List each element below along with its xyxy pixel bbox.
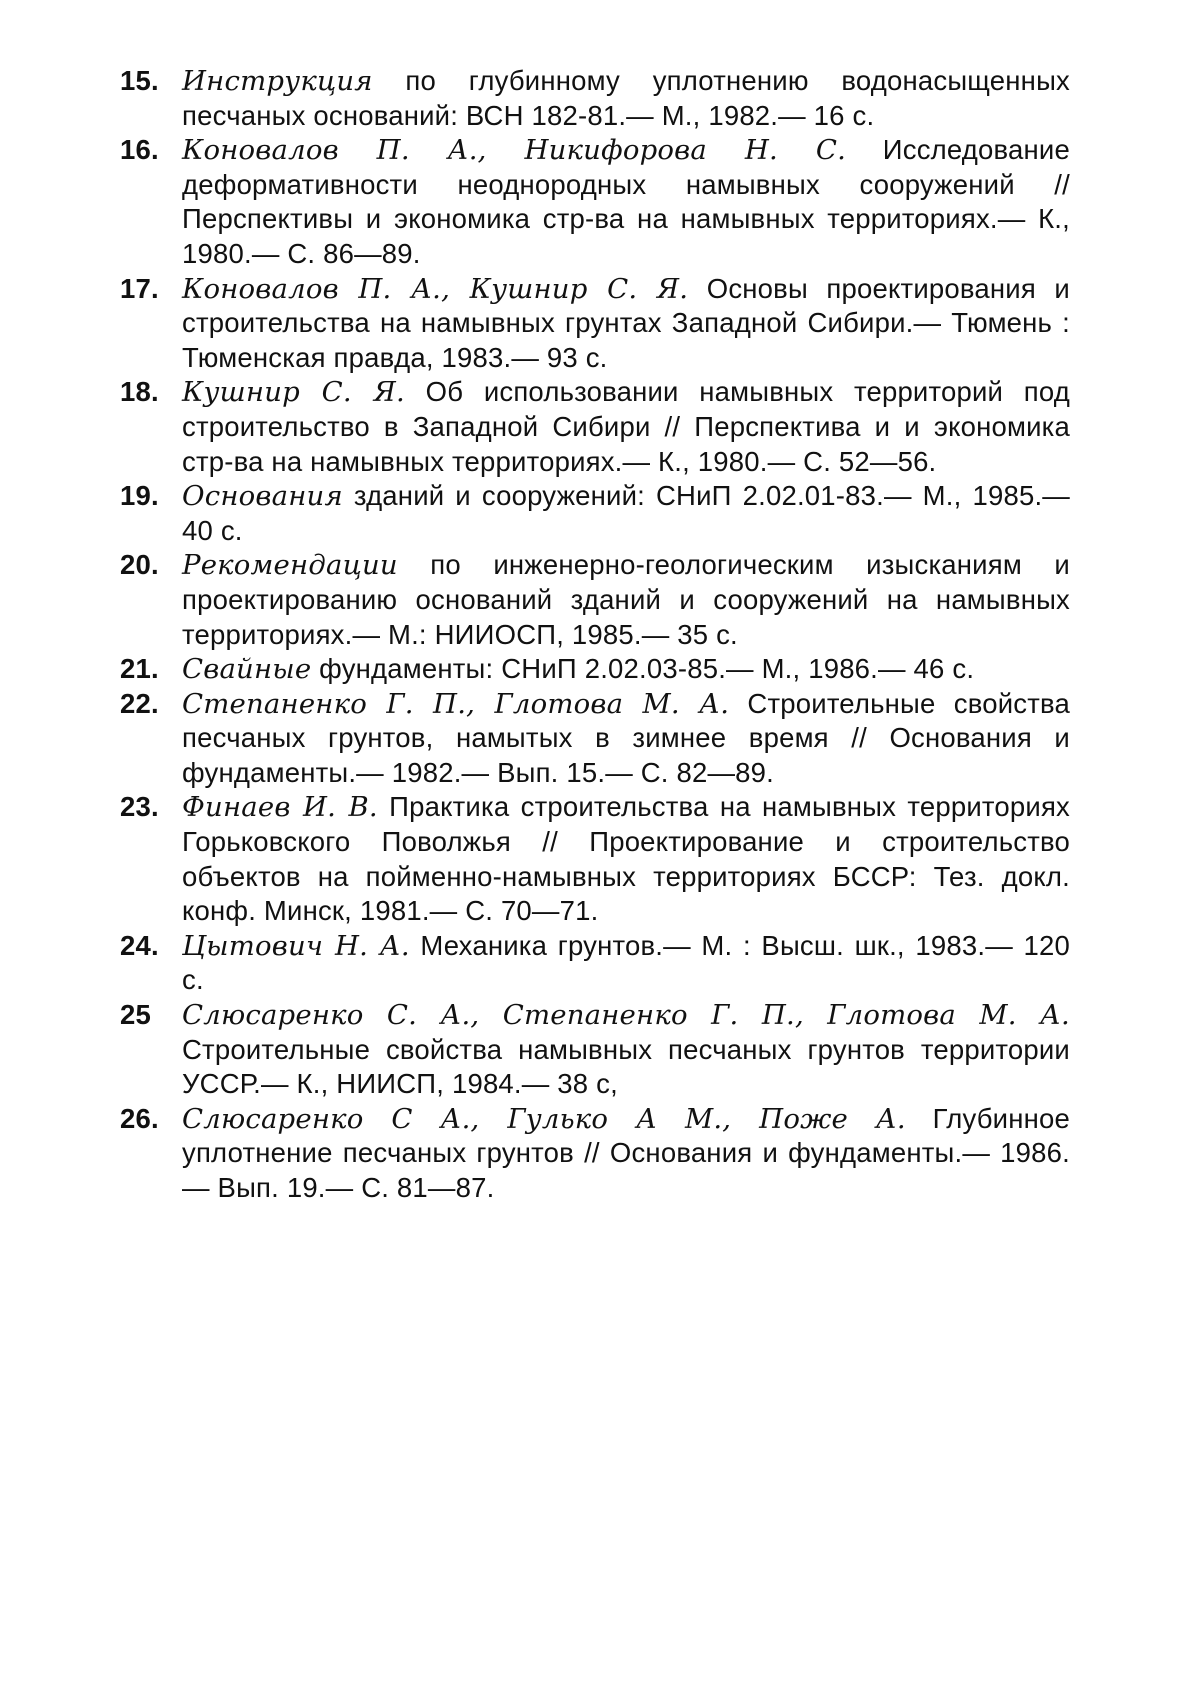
reference-lead: Коновалов П. А., Никифорова Н. С. <box>182 134 847 167</box>
reference-list <box>120 64 1070 1206</box>
reference-item <box>120 1102 1070 1206</box>
reference-item <box>120 687 1070 791</box>
reference-item <box>120 998 1070 1102</box>
reference-lead: Кушнир С. Я. <box>182 376 405 409</box>
reference-text: Исследование деформативности неоднородных намывных сооружений // Перспективы и экономика стр-ва на намывных территориях.— К., 1980.— С. 86—89. <box>182 134 1070 269</box>
reference-item <box>120 479 1070 548</box>
reference-item <box>120 790 1070 928</box>
reference-number: 22. <box>120 687 159 719</box>
reference-number: 19. <box>120 480 159 512</box>
reference-item <box>120 272 1070 376</box>
reference-number: 17. <box>120 272 159 304</box>
reference-text: Основы проектирования и строительства на намывных грунтах Западной Сибири.— Тюмень : Тюменская правда, 1983.— 93 с. <box>182 272 1070 373</box>
reference-number: 23. <box>120 791 159 823</box>
reference-item <box>120 548 1070 652</box>
reference-text: фундаменты: СНиП 2.02.03-85.— М., 1986.— 46 с. <box>311 653 975 685</box>
reference-number: 20. <box>120 549 159 581</box>
reference-text: Об использовании намывных территорий под строительство в Западной Сибири // Перспектива и и экономика стр-ва на намывных территориях.— К., 1980.— С. 52—56. <box>182 376 1070 477</box>
reference-item <box>120 375 1070 479</box>
reference-text: Механика грунтов.— М. : Высш. шк., 1983.— 120 с. <box>182 929 1070 996</box>
reference-number: 24. <box>120 929 159 961</box>
reference-lead: Основания <box>182 480 343 513</box>
reference-lead: Рекомендации <box>182 549 398 582</box>
reference-number: 21. <box>120 653 159 685</box>
reference-lead: Слюсаренко С А., Гулько А М., Поже А. <box>182 1102 906 1135</box>
reference-lead: Финаев И. В. <box>182 791 378 824</box>
reference-lead: Цытович Н. А. <box>182 929 410 962</box>
reference-text: зданий и сооружений: СНиП 2.02.01-83.— М., 1985.— 40 с. <box>182 480 1070 546</box>
reference-number: 16. <box>120 134 159 166</box>
reference-item <box>120 929 1070 998</box>
reference-lead: Слюсаренко С. А., Степаненко Г. П., Глотова М. А. <box>182 999 1070 1032</box>
reference-text: Глубинное уплотнение песчаных грунтов // Основания и фундаменты.— 1986.— Вып. 19.— С. 81—87. <box>182 1102 1070 1203</box>
reference-text: Строительные свойства намывных песчаных грунтов территории УССР.— К., НИИСП, 1984.— 38 с, <box>182 1033 1070 1100</box>
reference-number: 15. <box>120 65 159 96</box>
reference-lead: Свайные <box>182 653 312 686</box>
reference-item <box>120 133 1070 271</box>
reference-item <box>120 64 1070 133</box>
reference-number: 25 <box>120 999 151 1031</box>
reference-text: Практика строительства на намывных территориях Горьковского Поволжья // Проектирование и строительство объектов на пойменно-намывных территориях БССР: Тез. докл. конф. Минск, 1981.— С. 70—71. <box>182 791 1070 927</box>
reference-lead: Инструкция <box>182 65 373 97</box>
reference-text: Строительные свойства песчаных грунтов, намытых в зимнее время // Основания и фундаменты.— 1982.— Вып. 15.— С. 82—89. <box>182 687 1071 788</box>
reference-item <box>120 652 1070 687</box>
reference-text: по глубинному уплотнению водонасыщенных песчаных оснований: ВСН 182-81.— М., 1982.— 16 с. <box>182 65 1070 131</box>
reference-lead: Коновалов П. А., Кушнир С. Я. <box>182 272 689 305</box>
reference-lead: Степаненко Г. П., Глотова М. А. <box>182 687 730 720</box>
reference-number: 26. <box>120 1102 159 1134</box>
reference-number: 18. <box>120 376 159 408</box>
reference-text: по инженерно-геологическим изысканиям и проектированию оснований зданий и сооружений на намывных территориях.— М.: НИИОСП, 1985.— 35 с. <box>182 549 1070 650</box>
